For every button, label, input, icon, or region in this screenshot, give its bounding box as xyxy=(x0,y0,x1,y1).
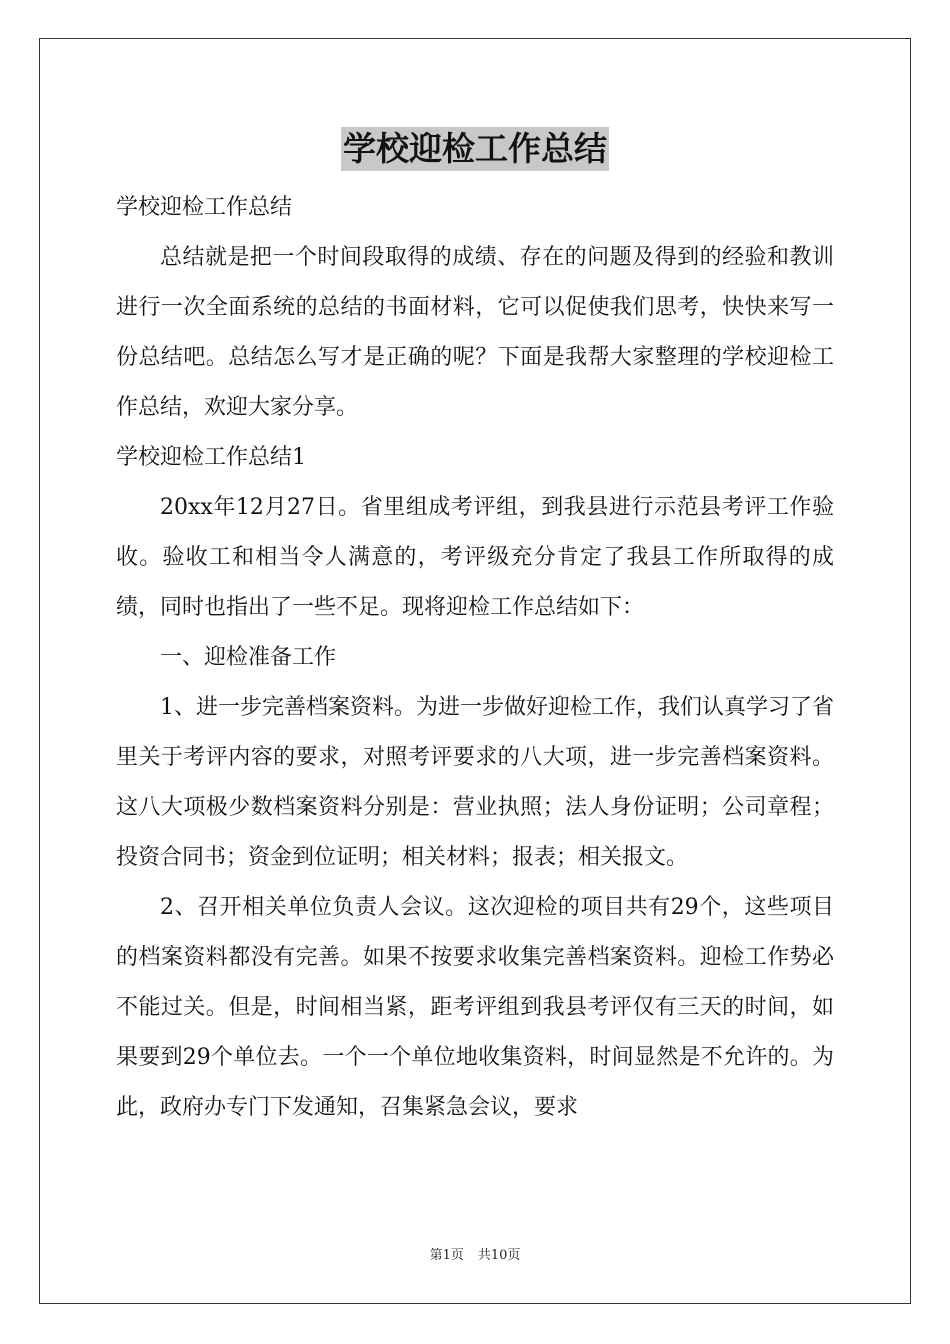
document-title: 学校迎检工作总结 xyxy=(341,127,609,171)
section-heading: 学校迎检工作总结1 xyxy=(116,445,306,470)
body-paragraph: 1、进一步完善档案资料。为进一步做好迎检工作，我们认真学习了省里关于考评内容的要求，对照考评要求的八大项，进一步完善档案资料。这八大项极少数档案资料分别是：营业执照；法人身份证明；公司章程；投资合同书；资金到位证明；相关材料；报表；相关报文。 xyxy=(116,695,834,870)
page-number-total: 共10页 xyxy=(477,1248,521,1263)
page-footer xyxy=(0,1247,950,1265)
body-paragraph: 2、召开相关单位负责人会议。这次迎检的项目共有29个，这些项目的档案资料都没有完善。如果不按要求收集完善档案资料。迎检工作势必不能过关。但是，时间相当紧，距考评组到我县考评仅有三天的时间，如果要到29个单位去。一个一个单位地收集资料，时间显然是不允许的。为此，政府办专门下发通知，召集紧急会议，要求 xyxy=(116,895,834,1120)
intro-paragraph: 总结就是把一个时间段取得的成绩、存在的问题及得到的经验和教训进行一次全面系统的总结的书面材料，它可以促使我们思考，快快来写一份总结吧。总结怎么写才是正确的呢？下面是我帮大家整理的学校迎检工作总结，欢迎大家分享。 xyxy=(116,245,834,420)
document-body xyxy=(116,183,834,1133)
subtitle-paragraph: 学校迎检工作总结 xyxy=(116,195,293,220)
body-paragraph: 20xx年12月27日。省里组成考评组，到我县进行示范县考评工作验收。验收工和相当令人满意的，考评级充分肯定了我县工作所取得的成绩，同时也指出了一些不足。现将迎检工作总结如下： xyxy=(116,495,834,620)
title-wrap xyxy=(0,127,950,171)
page-number-current: 第1页 xyxy=(429,1248,464,1263)
subsection-heading: 一、迎检准备工作 xyxy=(160,645,337,670)
